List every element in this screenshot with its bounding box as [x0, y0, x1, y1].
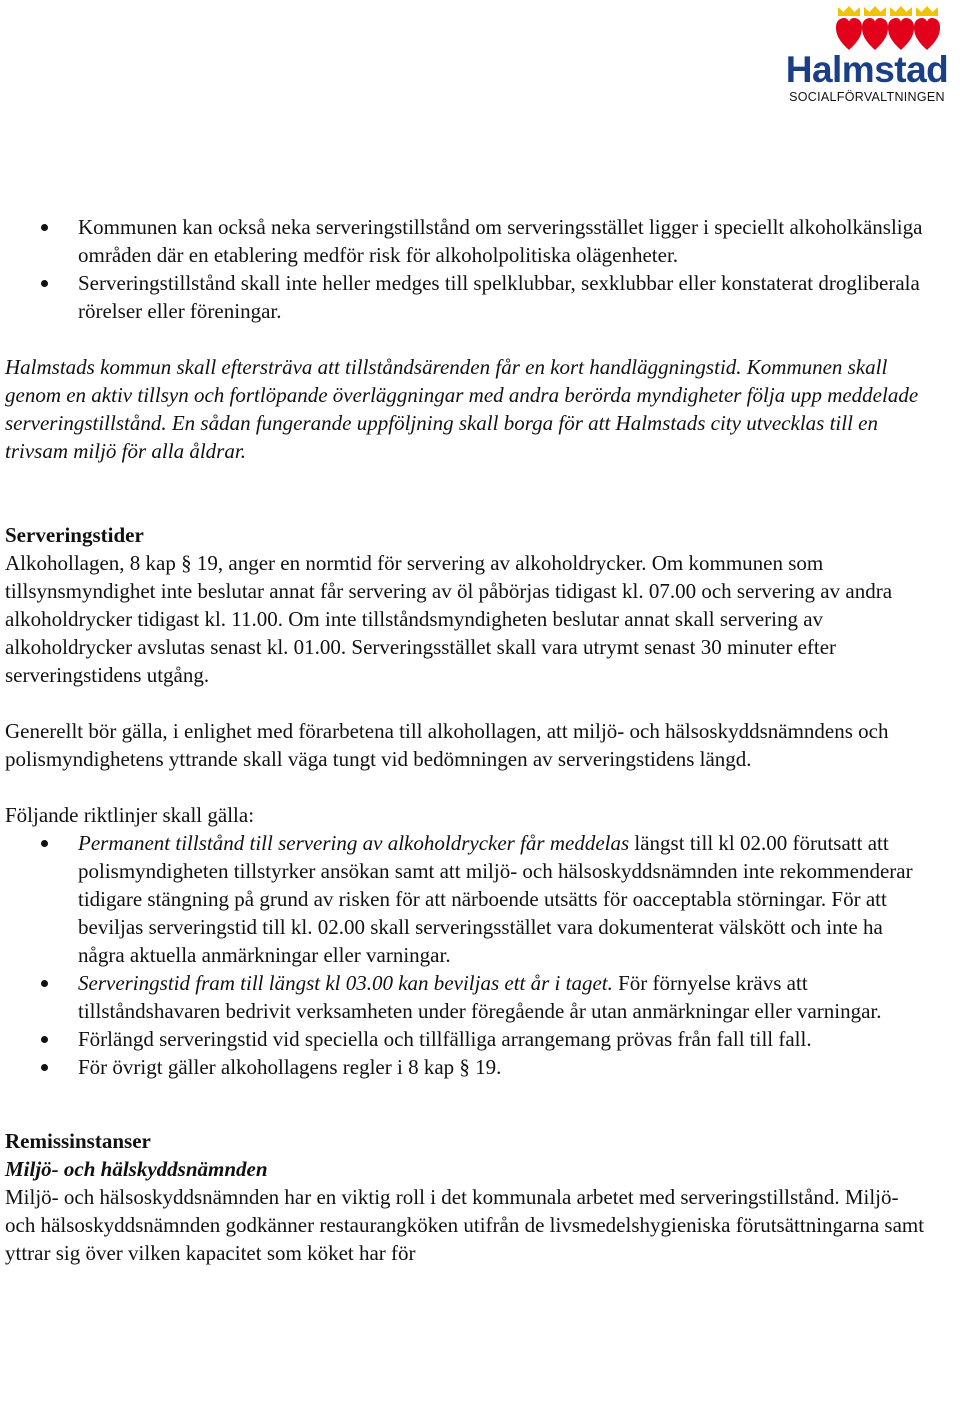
logo-subtitle: SOCIALFÖRVALTNINGEN — [789, 90, 945, 104]
list-item — [5, 829, 930, 969]
section-heading-serveringstider: Serveringstider — [5, 523, 144, 547]
list-item — [5, 1025, 930, 1053]
item-text: längst till kl 02.00 förutsatt att polismyndigheten tillstyrker ansökan samt att miljö- och hälsoskyddsnämnden inte rekommenderar tidigare stängning på grund av risken för att närboende utsätts för oacceptabla störningar. För att beviljas serveringstid till kl. 02.00 skall serveringsstället vara dokumenterat välskött och inte ha några aktuella anmärkningar eller varningar. — [78, 831, 913, 967]
list-item — [5, 969, 930, 1025]
serveringstider-paragraph: Alkohollagen, 8 kap § 19, anger en normtid för servering av alkoholdrycker. Om kommunen som tillsynsmyndighet inte beslutar annat får servering av öl påbörjas tidigast kl. 07.00 och servering av andra alkoholdrycker tidigast kl. 11.00. Om inte tillståndsmyndigheten beslutar annat skall servering av alkoholdrycker avslutas senast kl. 01.00. Serveringsstället skall vara utrymt senast 30 minuter efter serveringstidens utgång. — [5, 551, 893, 687]
item-italic-text: Serveringstid fram till längst kl 03.00 kan beviljas ett år i taget. — [78, 971, 613, 995]
subheading-miljo: Miljö- och hälskyddsnämnden — [5, 1157, 268, 1181]
halmstad-logo — [778, 6, 956, 102]
italic-paragraph: Halmstads kommun skall eftersträva att tillståndsärenden får en kort handläggningstid. Kommunen skall genom en aktiv tillsyn och fortlöpande överläggningar med andra berörda myndigheter följa upp meddelade serveringstillstånd. En sådan fungerande uppföljning skall borga för att Halmstads city utvecklas till en trivsam miljö för alla åldrar. — [5, 355, 919, 463]
document-body — [5, 213, 930, 1267]
crown-icon — [838, 6, 860, 16]
generellt-paragraph: Generellt bör gälla, i enlighet med förarbetena till alkohollagen, att miljö- och hälsoskyddsnämndens och polismyndighetens yttrande skall väga tungt vid bedömningen av serveringstidens längd. — [5, 719, 889, 771]
remissinstanser-paragraph: Miljö- och hälsoskyddsnämnden har en viktig roll i det kommunala arbetet med serveringstillstånd. Miljö- och hälsoskyddsnämnden godkänner restaurangköken utifrån de livsmedelshygieniska förutsättningarna samt yttrar sig över vilken kapacitet som köket har för — [5, 1185, 925, 1265]
list-item — [5, 1053, 930, 1081]
item-text: Förlängd serveringstid vid speciella och tillfälliga arrangemang prövas från fall till fall. — [78, 1027, 812, 1051]
section-heading-remissinstanser: Remissinstanser — [5, 1129, 151, 1153]
list-item: Kommunen kan också neka serveringstillstånd om serveringsstället ligger i speciellt alkoholkänsliga områden där en etablering medför risk för alkoholpolitiska olägenheter. — [5, 213, 930, 269]
list-item: Serveringstillstånd skall inte heller medges till spelklubbar, sexklubbar eller konstaterat drogliberala rörelser eller föreningar. — [5, 269, 930, 325]
bullet-list-top — [5, 213, 930, 325]
riktlinjer-list — [5, 829, 930, 1081]
heart-icon — [836, 18, 862, 50]
item-text: För förnyelse krävs att tillståndshavaren bedrivit verksamheten under föregående år utan anmärkningar eller varningar. — [78, 971, 882, 1023]
logo-wordmark: Halmstad — [785, 49, 949, 90]
item-text: För övrigt gäller alkohollagens regler i 8 kap § 19. — [78, 1055, 502, 1079]
item-italic-text: Permanent tillstånd till servering av alkoholdrycker får meddelas — [78, 831, 630, 855]
riktlinjer-intro: Följande riktlinjer skall gälla: — [5, 803, 255, 827]
